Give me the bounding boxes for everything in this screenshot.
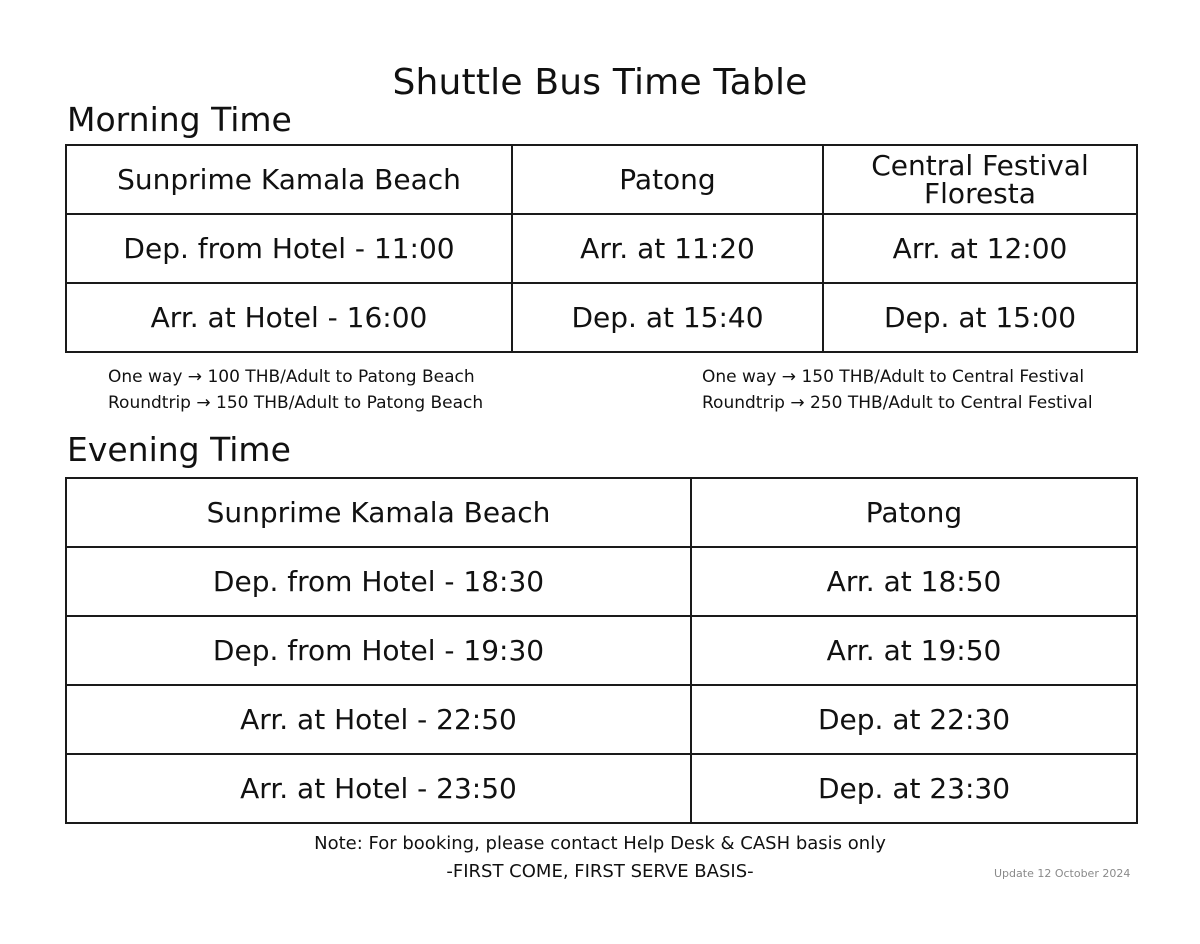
table-cell: Arr. at Hotel - 16:00 [66,283,512,352]
morning-timetable [65,144,1138,353]
table-row [66,685,1137,754]
table-header-row [66,145,1137,214]
table-row [66,754,1137,823]
patong-fares [108,364,483,416]
header-cell-patong: Patong [512,145,823,214]
header-line: Central Festival [871,148,1089,182]
central-festival-fares [702,364,1093,416]
table-cell: Dep. from Hotel - 18:30 [66,547,691,616]
table-cell: Arr. at 12:00 [823,214,1137,283]
table-cell: Arr. at 18:50 [691,547,1137,616]
header-line: Floresta [924,176,1036,210]
table-row [66,283,1137,352]
evening-timetable [65,477,1138,824]
fare-line: One way → 150 THB/Adult to Central Festival [702,367,1085,387]
table-row [66,214,1137,283]
table-row [66,547,1137,616]
table-cell: Arr. at 11:20 [512,214,823,283]
table-header-row [66,478,1137,547]
table-cell: Arr. at 19:50 [691,616,1137,685]
page-title: Shuttle Bus Time Table [392,62,808,103]
table-cell: Dep. at 15:40 [512,283,823,352]
fare-line: One way → 100 THB/Adult to Patong Beach [108,367,475,387]
table-cell: Dep. at 23:30 [691,754,1137,823]
table-cell: Arr. at Hotel - 23:50 [66,754,691,823]
update-date: Update 12 October 2024 [994,867,1131,880]
table-cell: Dep. at 15:00 [823,283,1137,352]
header-cell-sunprime: Sunprime Kamala Beach [66,145,512,214]
table-row [66,616,1137,685]
header-cell-sunprime: Sunprime Kamala Beach [66,478,691,547]
booking-note: Note: For booking, please contact Help Desk & CASH basis only [314,833,886,854]
first-come-note: -FIRST COME, FIRST SERVE BASIS- [446,861,754,882]
table-cell: Dep. from Hotel - 19:30 [66,616,691,685]
table-cell: Dep. at 22:30 [691,685,1137,754]
table-cell: Dep. from Hotel - 11:00 [66,214,512,283]
header-cell-central-festival [823,145,1137,214]
fare-line: Roundtrip → 250 THB/Adult to Central Festival [702,393,1093,413]
fare-line: Roundtrip → 150 THB/Adult to Patong Beach [108,393,484,413]
morning-section-heading: Morning Time [67,100,292,139]
table-cell: Arr. at Hotel - 22:50 [66,685,691,754]
header-cell-patong: Patong [691,478,1137,547]
evening-section-heading: Evening Time [67,430,291,469]
